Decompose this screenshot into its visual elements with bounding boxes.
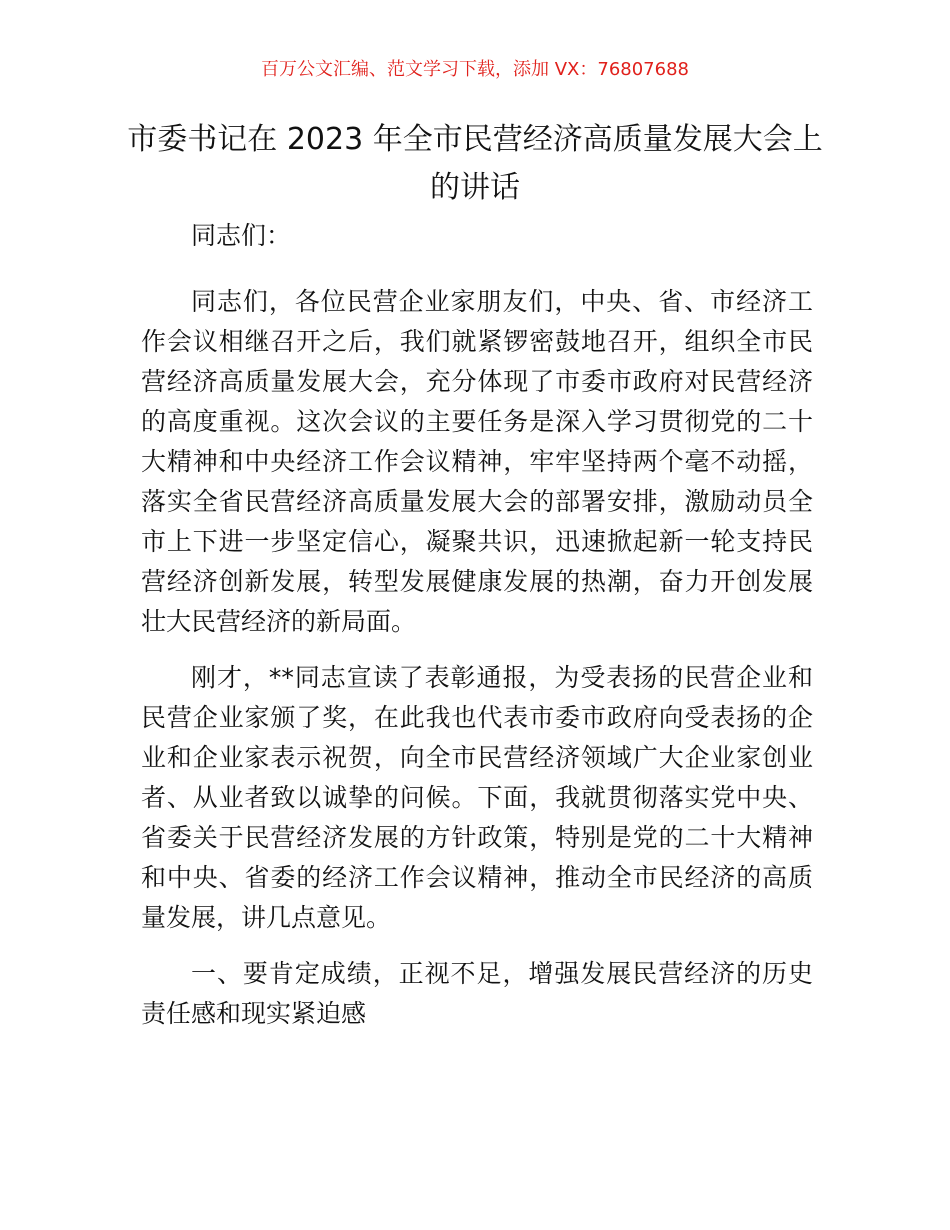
salutation: 同志们： (191, 221, 292, 250)
document-title: 市委书记在 2023 年全市民营经济高质量发展大会上的讲话 (127, 122, 823, 205)
section-heading-1: 一、要肯定成绩，正视不足，增强发展民营经济的历史责任感和现实紧迫感 (141, 959, 813, 1028)
paragraph-opening: 同志们，各位民营企业家朋友们，中央、省、市经济工作会议相继召开之后，我们就紧锣密鼓地召开，组织全市民营经济高质量发展大会，充分体现了市委市政府对民营经济的高度重视。这次会议的主要任务是深入学习贯彻党的二十大精神和中央经济工作会议精神，牢牢坚持两个毫不动摇，落实全省民营经济高质量发展大会的部署安排，激励动员全市上下进一步坚定信心，凝聚共识，迅速掀起新一轮支持民营经济创新发展，转型发展健康发展的热潮，奋力开创发展壮大民营经济的新局面。 (141, 287, 813, 636)
document-body (141, 216, 813, 1050)
header-banner: 百万公文汇编、范文学习下载，添加 VX：76807688 (261, 59, 689, 80)
paragraph-commendation: 刚才，**同志宣读了表彰通报，为受表扬的民营企业和民营企业家颁了奖，在此我也代表市委市政府向受表扬的企业和企业家表示祝贺，向全市民营经济领域广大企业家创业者、从业者致以诚挚的问候。下面，我就贯彻落实党中央、省委关于民营经济发展的方针政策，特别是党的二十大精神和中央、省委的经济工作会议精神，推动全市民经济的高质量发展，讲几点意见。 (141, 663, 813, 932)
